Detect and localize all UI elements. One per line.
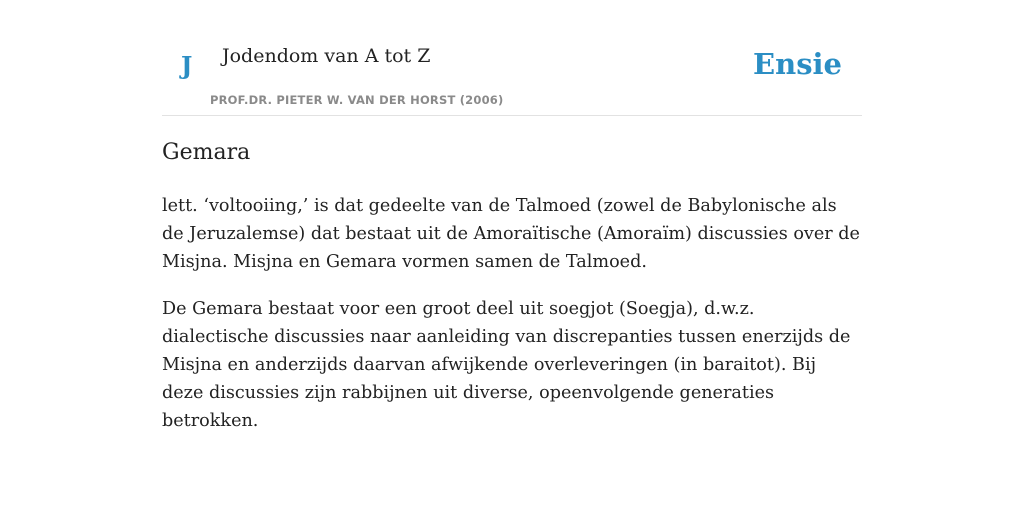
book-title-link[interactable]: Jodendom van A tot Z — [222, 45, 431, 67]
ensie-logo-link[interactable]: Ensie — [753, 47, 842, 81]
book-author: PROF.DR. PIETER W. VAN DER HORST (2006) — [210, 93, 504, 107]
entry-title: Gemara — [162, 140, 251, 165]
book-header — [162, 0, 862, 116]
entry-paragraph: De Gemara bestaat voor een groot deel uit soegjot (Soegja), d.w.z. dialectische discussies naar aanleiding van discrepanties tussen enerzijds de Misjna en anderzijds daarvan afwijkende overleveringen (in baraitot). Bij deze discussies zijn rabbijnen uit diverse, opeenvolgende generaties betrokken. — [162, 299, 851, 431]
entry-body — [162, 192, 862, 454]
entry-page — [162, 0, 862, 431]
book-letter-link[interactable]: J — [181, 51, 193, 80]
entry-paragraph: lett. ‘voltooiing,’ is dat gedeelte van de Talmoed (zowel de Babylonische als de Jeruzalemse) dat bestaat uit de Amoraïtische (Amoraïm) discussies over de Misjna. Misjna en Gemara vormen samen de Talmoed. — [162, 196, 860, 272]
